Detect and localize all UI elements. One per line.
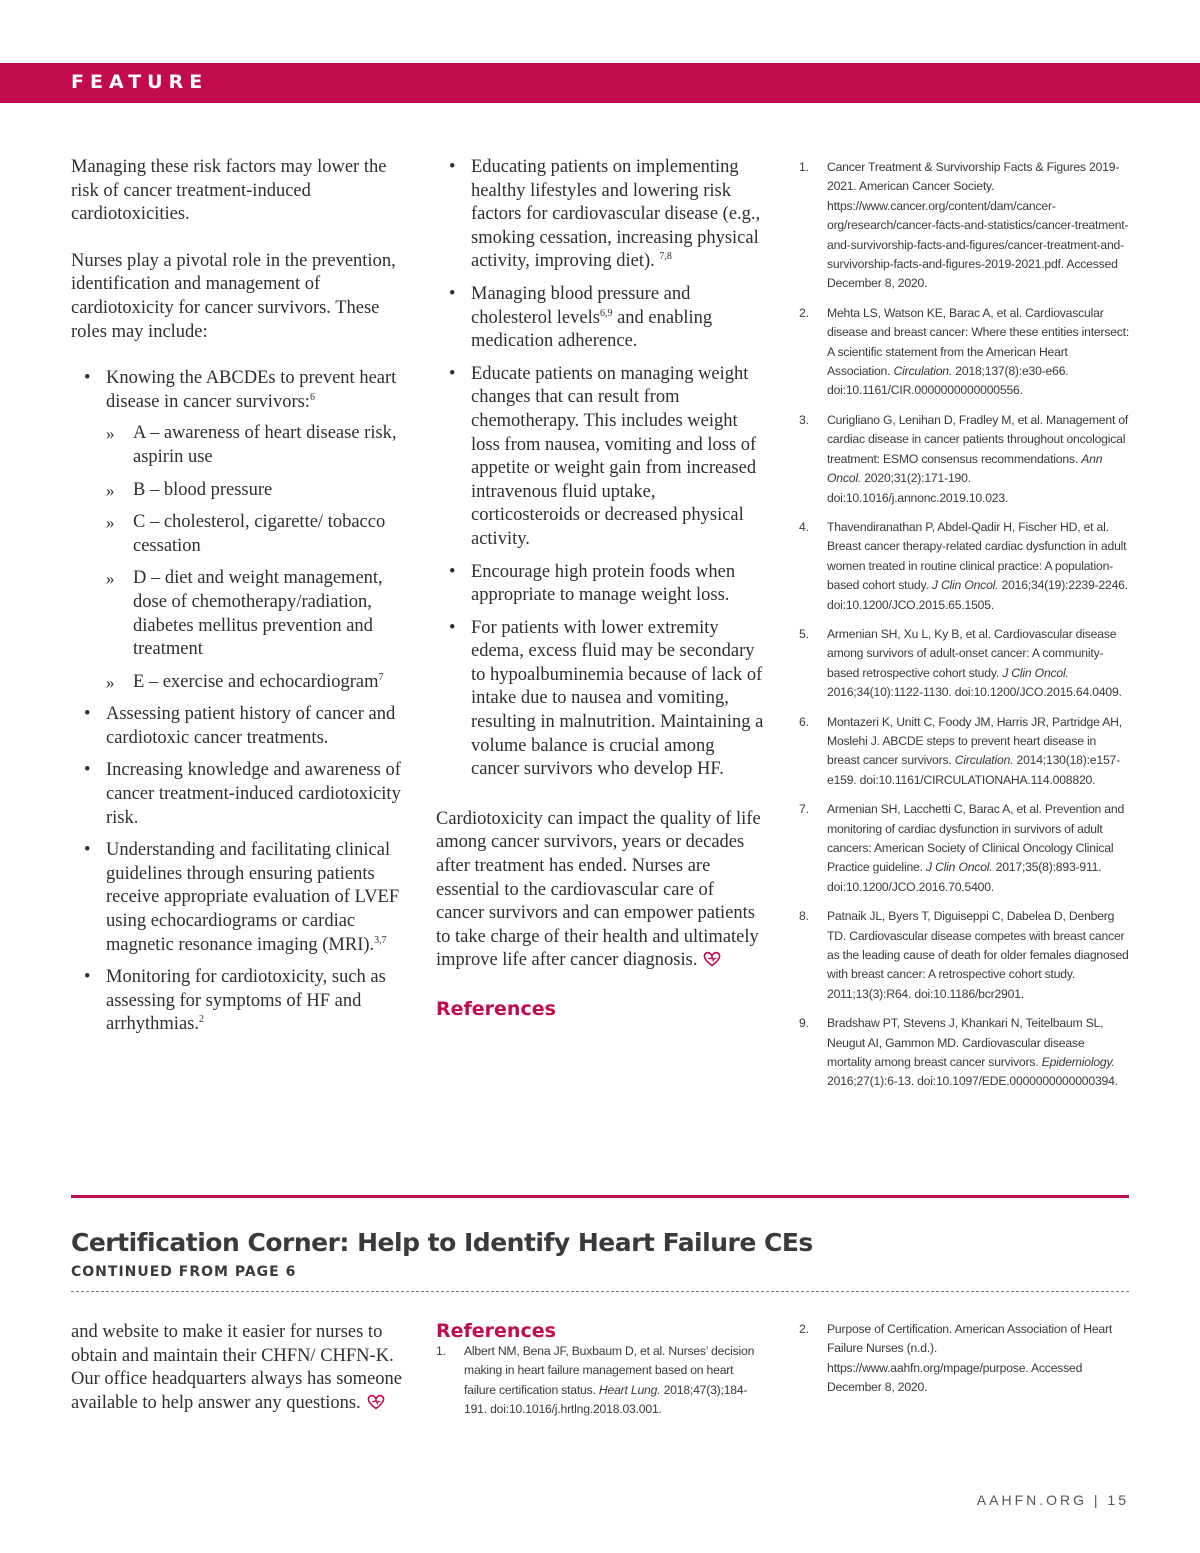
- reference-item: [799, 625, 1131, 703]
- bullet-icon: •: [449, 561, 456, 582]
- references-heading: References: [436, 998, 556, 1020]
- list-item-text: and enabling medication adherence.: [471, 307, 713, 352]
- references-list: [436, 1342, 756, 1420]
- certification-text: and website to make it easier for nurses to obtain and maintain their CHFN/ CHFN-K. Our office headquarters always has someone available to help answer any questions.: [71, 1322, 402, 1413]
- reference-item: [799, 304, 1131, 401]
- references-heading: References: [436, 1320, 556, 1342]
- sub-list-text: D – diet and weight management, dose of chemotherapy/radiation, diabetes mellitus prevention and treatment: [133, 568, 383, 660]
- list-item: [71, 759, 411, 830]
- intro-paragraph: Managing these risk factors may lower the risk of cancer treatment-induced cardiotoxicities.: [71, 157, 387, 225]
- reference-text: 2017;35(8):893-911. doi:10.1200/JCO.2016.70.5400.: [827, 860, 1102, 894]
- reference-number: 8.: [799, 909, 809, 924]
- reference-text: 2016;27(1):6-13. doi:10.1097/EDE.0000000000000394.: [827, 1074, 1118, 1089]
- reference-text: 2018;47(3);184-191. doi:10.1016/j.hrtlng.2018.03.001.: [464, 1382, 748, 1417]
- list-item-text: Encourage high protein foods when appropriate to manage weight loss.: [471, 561, 736, 606]
- reference-text: 2016;34(10):1122-1130. doi:10.1200/JCO.2015.64.0409.: [827, 685, 1122, 700]
- list-item: [436, 617, 766, 782]
- list-item-text: Understanding and facilitating clinical guidelines through ensuring patients receive appropriate evaluation of LVEF using echocardiograms or cardiac magnetic resonance imaging (MRI).: [106, 840, 400, 955]
- citation: 7,8: [659, 251, 672, 263]
- sub-list-item: [106, 567, 411, 661]
- reference-item: [799, 713, 1131, 791]
- reference-number: 9.: [799, 1016, 809, 1031]
- heart-icon: [367, 1394, 385, 1418]
- reference-text: Curigliano G, Lenihan D, Fradley M, et al. Management of cardiac disease in cancer patients throughout oncological treatment: ESMO consensus recommendations.: [827, 412, 1129, 466]
- reference-number: 5.: [799, 626, 809, 641]
- reference-text: Purpose of Certification. American Association of Heart Failure Nurses (n.d.). https://www.aahfn.org/mpage/purpose. Accessed December 8, 2020.: [827, 1322, 1113, 1395]
- sub-list-item: [106, 671, 411, 695]
- reference-number: 4.: [799, 519, 809, 534]
- bullet-icon: •: [84, 760, 91, 781]
- journal-name: J Clin Oncol.: [925, 860, 993, 875]
- sub-list-item: [106, 422, 411, 469]
- reference-item: [799, 411, 1131, 508]
- reference-text: Bradshaw PT, Stevens J, Khankari N, Teitelbaum SL, Neugut AI, Gammon MD. Cardiovascular disease mortality among breast cancer survivors.: [827, 1016, 1104, 1070]
- sub-list-item: [106, 511, 411, 558]
- bullet-icon: •: [449, 617, 456, 638]
- bullet-icon: •: [449, 157, 456, 177]
- nurse-roles-list: [71, 367, 411, 1037]
- sub-list-text: A – awareness of heart disease risk, aspirin use: [133, 423, 397, 467]
- reference-item: [799, 518, 1131, 615]
- reference-text: Patnaik JL, Byers T, Diguiseppi C, Dabelea D, Denberg TD. Cardiovascular disease competes with breast cancer as the leading cause of death for older females diagnosed with breast cancer: A retrospective cohort study. 2011;13(3):R64. doi:10.1186/bcr2901.: [827, 909, 1129, 1001]
- bullet-icon: •: [84, 840, 91, 861]
- list-item-text: Knowing the ABCDEs to prevent heart disease in cancer survivors:: [106, 368, 397, 412]
- column-1: [71, 156, 411, 1046]
- citation: 2: [199, 1014, 204, 1026]
- chevron-right-icon: »: [106, 513, 115, 533]
- list-item: [436, 283, 766, 354]
- conclusion-text: Cardiotoxicity can impact the quality of life among cancer survivors, years or decades after treatment has ended. Nurses are essential to the cardiovascular care of cancer survivors and can empower patients to take charge of their health and ultimately improve life after cancer diagnosis.: [436, 808, 761, 971]
- list-item: [71, 703, 411, 750]
- abcde-sublist: [106, 422, 411, 694]
- reference-text: 2014;130(18):e157-e159. doi:10.1161/CIRCULATIONAHA.114.008820.: [827, 753, 1120, 787]
- dotted-divider: [71, 1291, 1129, 1292]
- feature-banner: [0, 63, 1200, 103]
- bullet-icon: •: [449, 363, 456, 384]
- reference-item: [799, 800, 1131, 897]
- references-column: [799, 158, 1131, 1102]
- journal-name: Ann Oncol.: [827, 451, 1103, 486]
- section-subtitle: CONTINUED FROM PAGE 6: [71, 1264, 297, 1280]
- list-item-text: Educating patients on implementing healthy lifestyles and lowering risk factors for cardiovascular disease (e.g., smoking cessation, increasing physical activity, improving diet).: [471, 157, 761, 272]
- bullet-icon: •: [84, 967, 91, 988]
- reference-text: 2018;137(8):e30-e66. doi:10.1161/CIR.0000000000000556.: [827, 364, 1069, 398]
- bullet-icon: •: [84, 368, 91, 389]
- reference-text: Montazeri K, Unitt C, Foody JM, Harris JR, Partridge AH, Moslehi J. ABCDE steps to prevent heart disease in breast cancer survivors.: [827, 714, 1122, 768]
- list-item-text: For patients with lower extremity edema, excess fluid may be secondary to hypoalbuminemia because of lack of intake due to nausea and vomiting, resulting in malnutrition. Maintaining a volume balance is crucial among cancer survivors who develop HF.: [471, 617, 764, 780]
- reference-text: Thavendiranathan P, Abdel-Qadir H, Fischer HD, et al. Breast cancer therapy-related cardiac dysfunction in adult women treated in routine clinical practice: A population-based cohort study.: [827, 519, 1127, 593]
- reference-item: [799, 1014, 1131, 1092]
- list-item: [436, 156, 766, 274]
- reference-text: Cancer Treatment & Survivorship Facts & Figures 2019-2021. American Cancer Society. https://www.cancer.org/content/dam/cancer-org/research/cancer-facts-and-statistics/cancer-treatment-and-survivorship-facts-and-figures/cancer-treatment-and-survivorship-facts-and-figures-2019-2021.pdf. Accessed December 8, 2020.: [827, 160, 1129, 291]
- chevron-right-icon: »: [106, 424, 115, 444]
- reference-text: 2016;34(19):2239-2246. doi:10.1200/JCO.2015.65.1505.: [827, 578, 1128, 612]
- journal-name: Epidemiology.: [1041, 1055, 1115, 1070]
- list-item-text: Educate patients on managing weight changes that can result from chemotherapy. This includes weight loss from nausea, vomiting and loss of appetite or weight gain from increased intravenous fluid uptake, corticosteroids or decreased physical activity.: [471, 363, 757, 549]
- list-item-text: Managing blood pressure and cholesterol levels: [471, 283, 691, 328]
- reference-number: 2.: [799, 305, 809, 320]
- bullet-icon: •: [449, 283, 456, 304]
- sub-list-text: C – cholesterol, cigarette/ tobacco cessation: [133, 512, 386, 556]
- citation: 6,9: [599, 307, 613, 319]
- reference-item: [799, 1320, 1131, 1398]
- reference-number: 6.: [799, 714, 809, 729]
- sub-list-text: E – exercise and echocardiogram: [133, 671, 379, 692]
- reference-number: 3.: [799, 412, 809, 427]
- heart-icon: [703, 951, 721, 975]
- journal-name: Circulation.: [893, 364, 953, 379]
- column-2: [436, 156, 766, 1022]
- certification-references-2: [799, 1320, 1131, 1408]
- chevron-right-icon: »: [106, 480, 115, 500]
- citation: 6: [309, 391, 315, 403]
- list-item: [436, 561, 766, 608]
- reference-text: Armenian SH, Lacchetti C, Barac A, et al. Prevention and monitoring of cardiac dysfunction in survivors of adult cancers: American Society of Clinical Oncology Clinical Practice guideline.: [827, 802, 1125, 875]
- section-title: Certification Corner: Help to Identify Heart Failure CEs: [71, 1228, 813, 1257]
- reference-item: [799, 907, 1131, 1004]
- journal-name: J Clin Oncol.: [1002, 665, 1069, 680]
- conclusion-paragraph: [436, 808, 766, 975]
- references-list: [799, 1320, 1131, 1398]
- bullet-icon: •: [84, 704, 91, 725]
- section-divider: [71, 1195, 1129, 1198]
- journal-name: Circulation.: [954, 753, 1014, 768]
- list-item: [71, 966, 411, 1037]
- reference-text: Albert NM, Bena JF, Buxbaum D, et al. Nurses’ decision making in heart failure management based on heart failure certification status.: [464, 1344, 755, 1397]
- reference-item: [799, 158, 1131, 294]
- list-item-text: Monitoring for cardiotoxicity, such as assessing for symptoms of HF and arrhythmias.: [106, 967, 386, 1035]
- reference-item: [436, 1342, 756, 1420]
- certification-references: [436, 1320, 756, 1430]
- chevron-right-icon: »: [106, 569, 115, 589]
- chevron-right-icon: »: [106, 672, 115, 692]
- citation: 7: [378, 671, 384, 683]
- list-item: [71, 367, 411, 694]
- reference-number: 1.: [436, 1344, 446, 1358]
- reference-text: Mehta LS, Watson KE, Barac A, et al. Cardiovascular disease and breast cancer: Where these entities intersect: A scientific statement from the American Heart Association.: [827, 305, 1130, 379]
- reference-number: 1.: [799, 160, 809, 174]
- sub-list-text: B – blood pressure: [133, 479, 273, 500]
- list-item-text: Increasing knowledge and awareness of cancer treatment-induced cardiotoxicity risk.: [106, 760, 401, 828]
- list-item: [436, 363, 766, 552]
- journal-name: J Clin Oncol.: [931, 578, 999, 593]
- reference-text: Armenian SH, Xu L, Ky B, et al. Cardiovascular disease among survivors of adult-onset cancer: A community-based retrospective cohort study.: [827, 626, 1117, 680]
- journal-name: Heart Lung.: [598, 1382, 661, 1397]
- sub-list-item: [106, 479, 411, 503]
- section-label: FEATURE: [71, 71, 209, 93]
- roles-paragraph: Nurses play a pivotal role in the prevention, identification and management of cardiotoxicity for cancer survivors. These roles may include:: [71, 250, 396, 342]
- citation: 3,7: [374, 934, 387, 946]
- reference-number: 7.: [799, 802, 809, 817]
- nurse-interventions-list: [436, 156, 766, 782]
- list-item: [71, 839, 411, 957]
- references-list: [799, 158, 1131, 1092]
- page-footer: AAHFN.ORG | 15: [976, 1492, 1129, 1508]
- list-item-text: Assessing patient history of cancer and cardiotoxic cancer treatments.: [106, 704, 396, 748]
- certification-body: [71, 1321, 409, 1417]
- reference-text: 2020;31(2):171-190. doi:10.1016/j.annonc.2019.10.023.: [827, 471, 1009, 505]
- reference-number: 2.: [799, 1322, 809, 1336]
